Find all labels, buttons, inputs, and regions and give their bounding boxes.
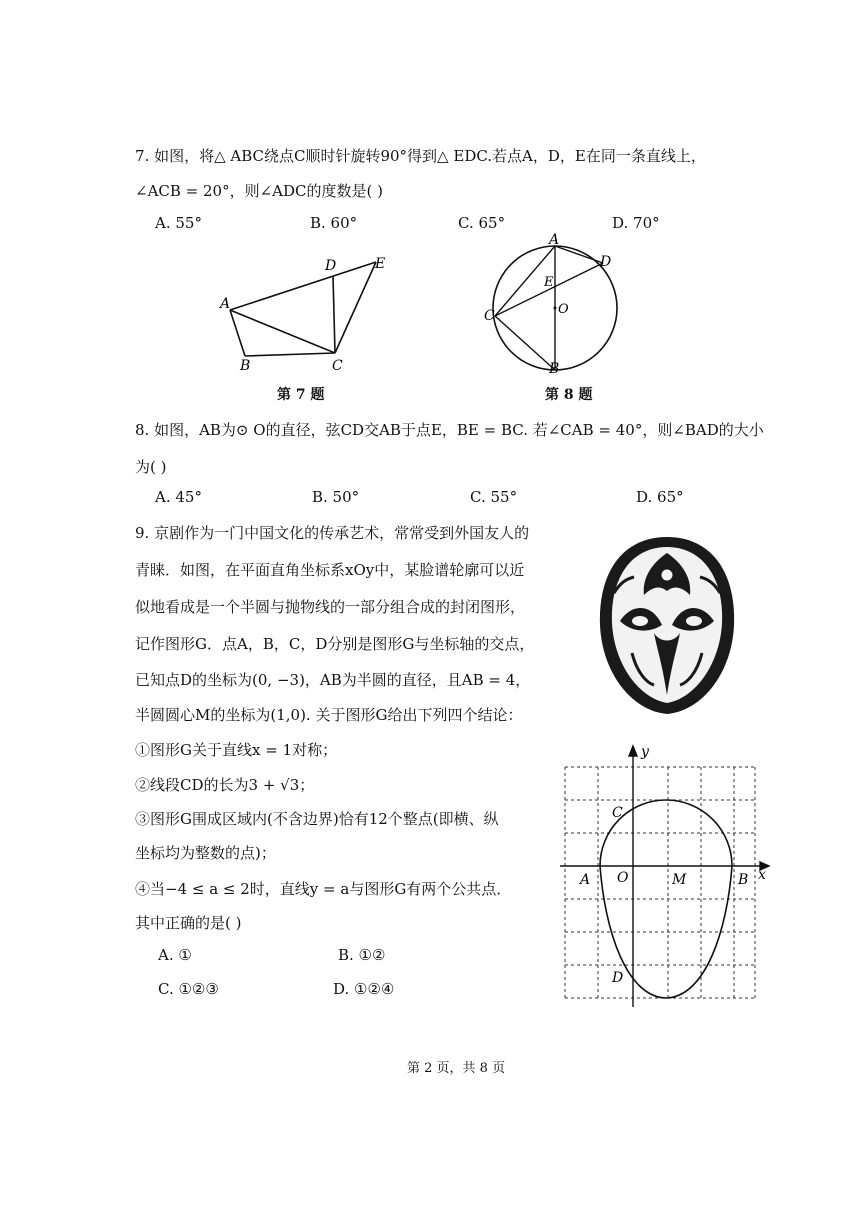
q7-label-d: D: [325, 258, 337, 274]
page-footer: 第 2 页，共 8 页: [407, 1061, 506, 1076]
q9-label-b: B: [738, 872, 749, 888]
q7-option-b: B. 60°: [310, 214, 358, 232]
q9-conclusion-4: ④当−4 ≤ a ≤ 2时，直线y = a与图形G有两个公共点．: [135, 880, 512, 898]
q7-seg-dc: [333, 276, 335, 353]
q8-caption: 第 8 题: [545, 387, 593, 403]
q9-label-d: D: [612, 970, 624, 986]
q9-axis-label-y: y: [641, 744, 649, 760]
q8-figure: [478, 228, 628, 376]
q9-label-a: A: [580, 872, 591, 888]
q8-option-b: B. 50°: [312, 488, 360, 506]
q9-option-c: C. ①②③: [158, 980, 219, 998]
q9-line-6: 半圆圆心M的坐标为(1,0). 关于图形G给出下列四个结论：: [135, 706, 523, 724]
q7-line2: ∠ACB = 20°，则∠ADC的度数是( ): [135, 182, 383, 200]
q7-option-a: A. 55°: [155, 214, 202, 232]
q7-caption: 第 7 题: [277, 387, 325, 403]
q9-conclusion-3-cont: 坐标均为整数的点)；: [135, 844, 276, 862]
q8-label-e: E: [544, 275, 554, 290]
q8-label-a: A: [549, 232, 560, 248]
q7-seg-ab: [230, 310, 245, 356]
q9-conclusion-1: ①图形G关于直线x = 1对称；: [135, 741, 338, 759]
q7-seg-ec: [335, 262, 376, 353]
q9-conclusion-3: ③图形G围成区域内(不含边界)恰有12个整点(即横、纵: [135, 810, 499, 828]
q8-label-o: O: [558, 302, 569, 317]
q9-line-5: 已知点D的坐标为(0, −3)，AB为半圆的直径，且AB = 4，: [135, 671, 531, 689]
q7-option-c: C. 65°: [458, 214, 506, 232]
q8-label-d: D: [600, 254, 612, 270]
q8-line2: 为( ): [135, 458, 167, 476]
q8-option-c: C. 55°: [470, 488, 518, 506]
q9-graph: [555, 742, 777, 1010]
q8-line1: 8. 如图，AB为⊙ O的直径，弦CD交AB于点E，BE = BC. 若∠CAB = 40°，则∠BAD的大小: [135, 421, 764, 439]
q9-line-4: 记作图形G．点A，B，C，D分别是图形G与坐标轴的交点，: [135, 635, 535, 653]
q9-label-m: M: [672, 872, 687, 888]
q9-grid: [565, 767, 755, 998]
q9-line-3: 似地看成是一个半圆与抛物线的一部分组合成的封闭图形，: [135, 598, 526, 616]
q9-label-o: O: [617, 870, 629, 886]
q9-axis-label-x: x: [758, 867, 766, 883]
q9-conclusion-2: ②线段CD的长为3 + √3；: [135, 776, 315, 794]
q7-seg-ae: [230, 262, 376, 310]
q9-option-b: B. ①②: [338, 946, 386, 964]
q8-seg-ad: [555, 246, 603, 263]
opera-mask-image: [592, 533, 742, 718]
q7-figure: [210, 250, 410, 375]
q8-option-d: D. 65°: [636, 488, 684, 506]
q9-label-c: C: [612, 805, 623, 821]
q7-seg-ac: [230, 310, 335, 353]
q9-option-a: A. ①: [158, 946, 192, 964]
q7-line1: 7. 如图，将△ ABC绕点C顺时针旋转90°得到△ EDC.若点A，D，E在同一条直线上，: [135, 147, 706, 165]
q9-line-1: 9. 京剧作为一门中国文化的传承艺术，常常受到外国友人的: [135, 524, 530, 542]
q7-label-c: C: [332, 358, 343, 374]
q7-option-d: D. 70°: [612, 214, 660, 232]
q7-label-a: A: [220, 296, 231, 312]
q8-center-dot: [554, 307, 557, 310]
q9-y-arrow: [629, 746, 637, 756]
q9-question-prompt: 其中正确的是( ): [135, 914, 242, 932]
q8-option-a: A. 45°: [155, 488, 202, 506]
q9-option-d: D. ①②④: [333, 980, 395, 998]
q7-label-e: E: [375, 256, 386, 272]
q8-label-b: B: [549, 361, 560, 376]
q9-line-2: 青睐．如图，在平面直角坐标系xOy中，某脸谱轮廓可以近: [135, 561, 525, 579]
q8-label-c: C: [484, 308, 495, 324]
q7-label-b: B: [240, 358, 251, 374]
q7-seg-bc: [245, 353, 335, 356]
